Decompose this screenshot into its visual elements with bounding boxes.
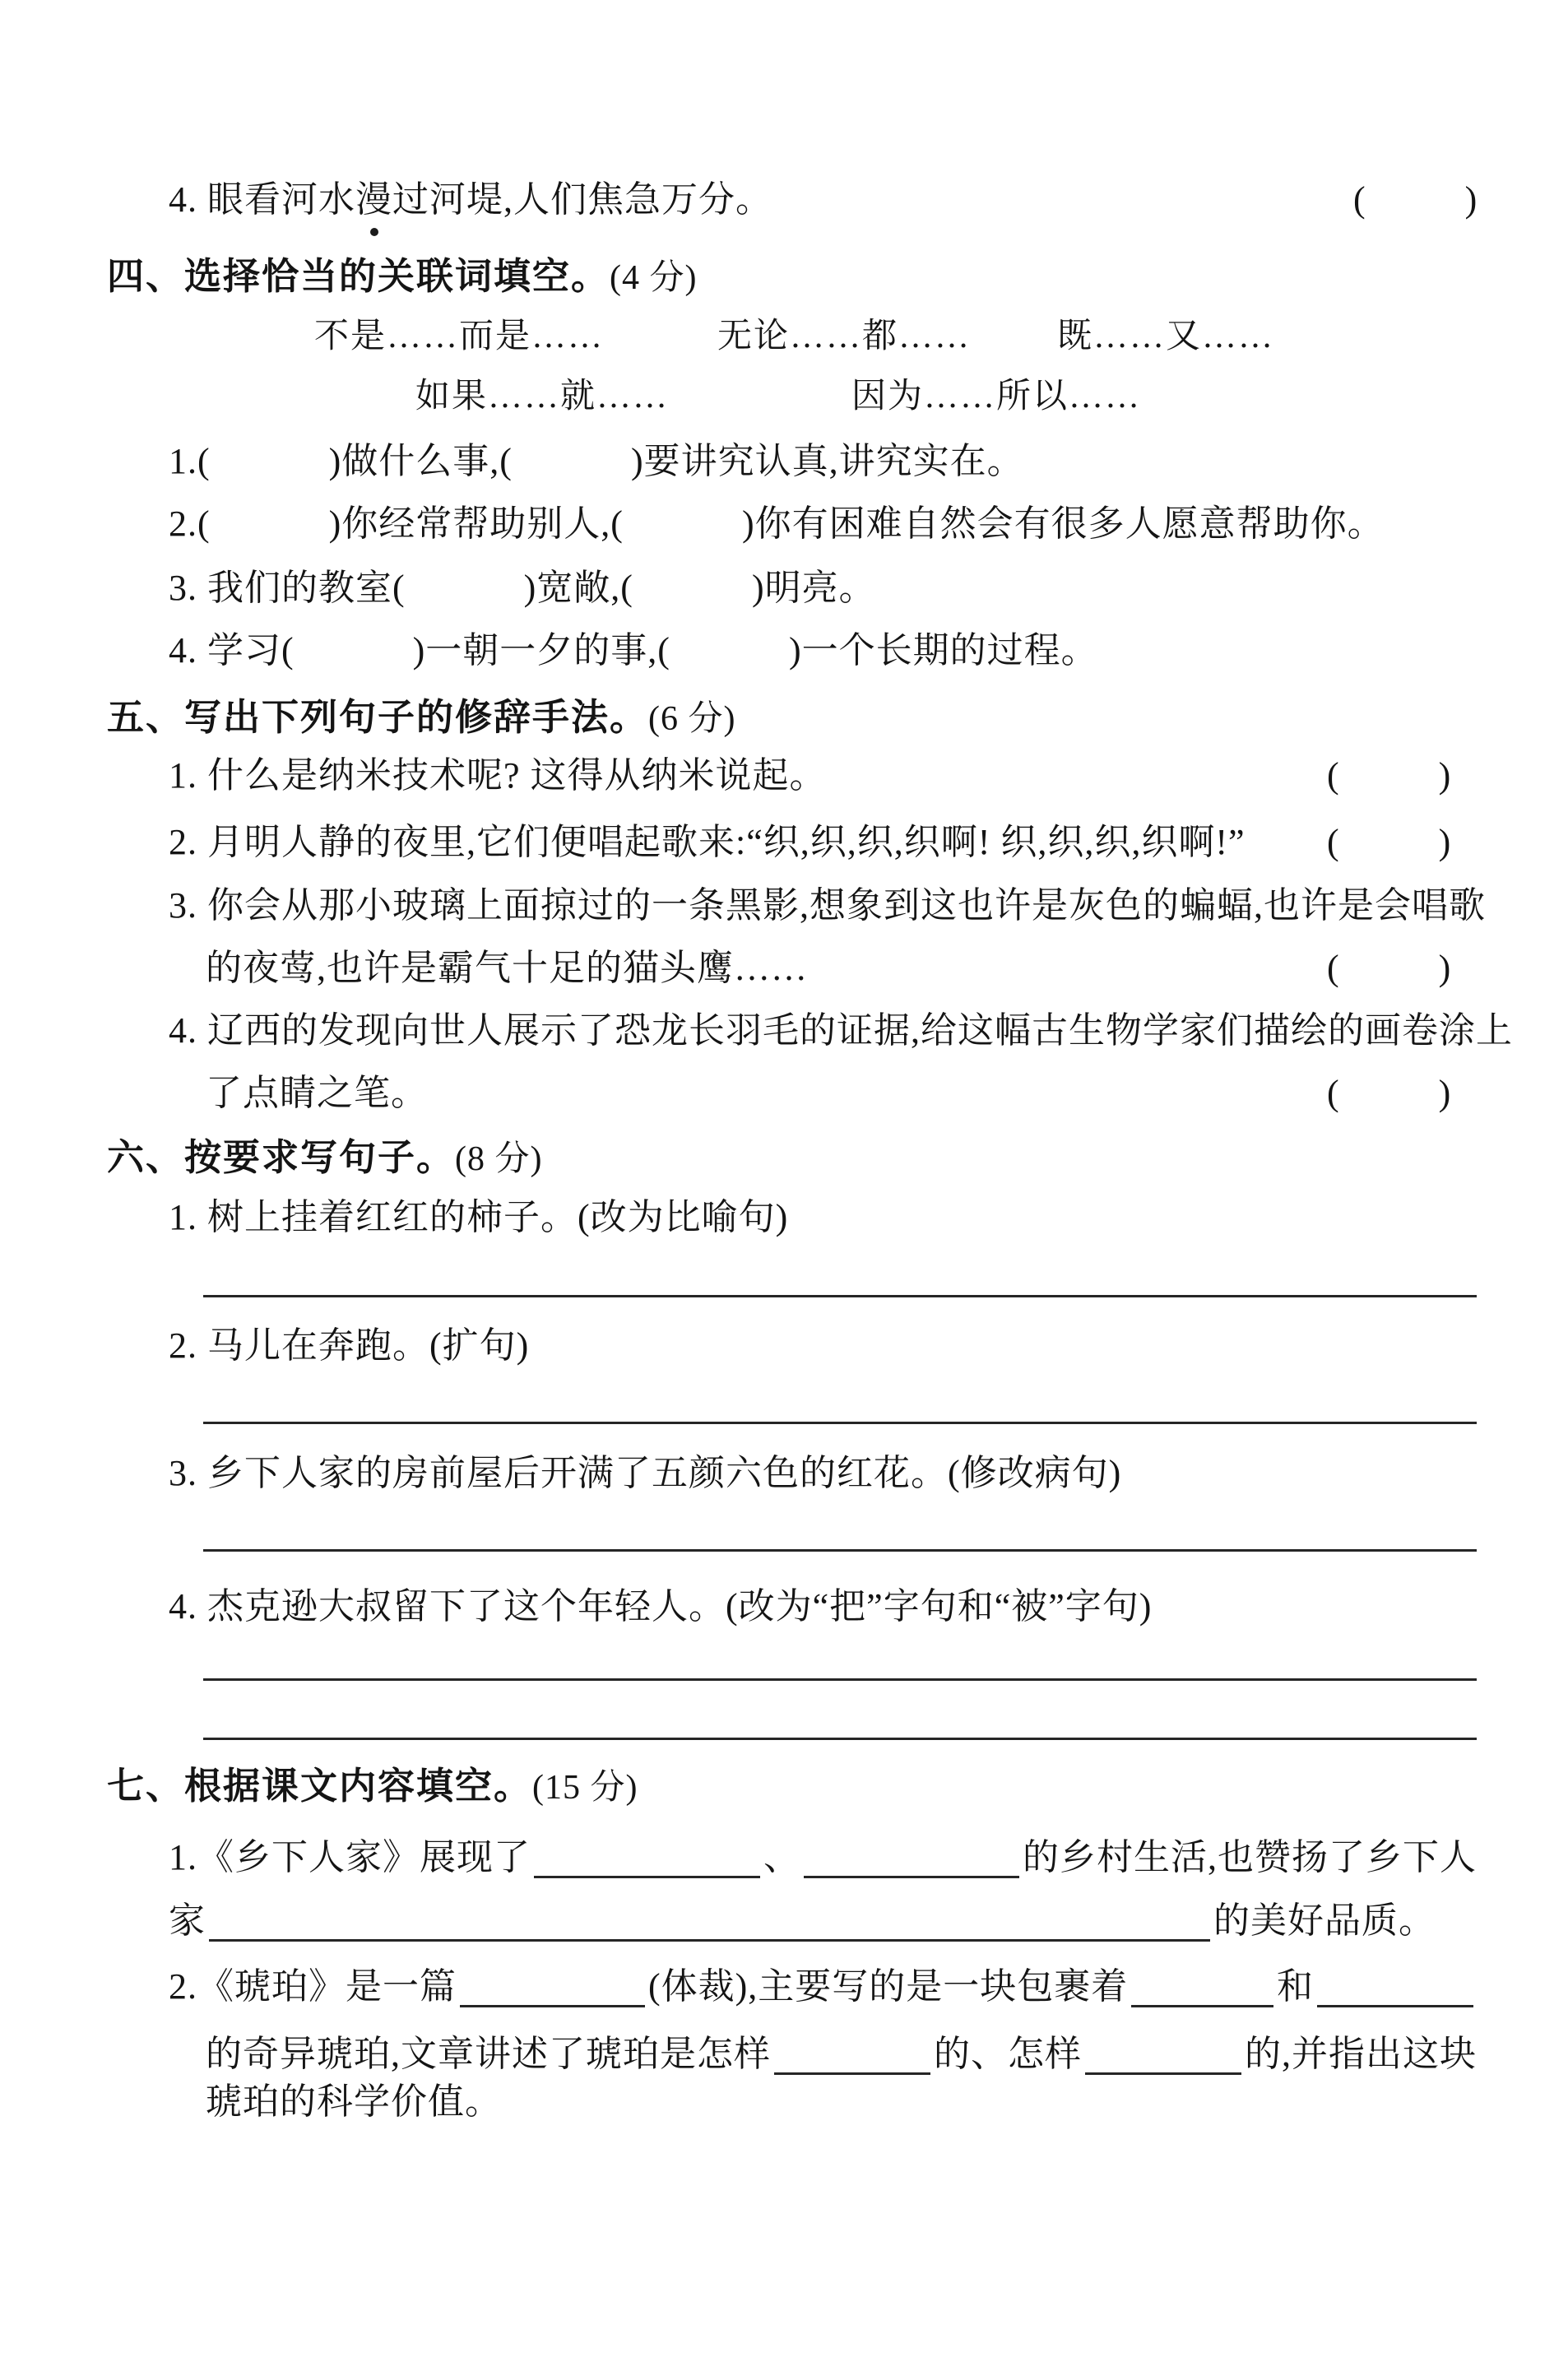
section-four-title	[107, 255, 698, 298]
connective-option: 无论……都……	[717, 318, 972, 355]
question-text: 过河堤,人们焦急万分。	[392, 179, 772, 220]
question-text: 的、怎样	[934, 2034, 1082, 2074]
section-title-text: 六、按要求写句子。	[107, 1136, 456, 1178]
answer-line	[203, 1295, 1477, 1297]
question-text: 、	[763, 1837, 801, 1877]
question-text: 的,并指出这块	[1245, 2034, 1477, 2074]
question-text: 的奇异琥珀,文章讲述了琥珀是怎样	[206, 2034, 771, 2074]
question-text: 1.《乡下人家》展现了	[169, 1837, 531, 1877]
question-line: 1.( )做什么事,( )要讲究认真,讲究实在。	[169, 441, 1024, 481]
question-line: 2. 马儿在奔跑。(扩句)	[169, 1325, 530, 1366]
grading-bracket: ( )	[1327, 1073, 1452, 1113]
fill-blank	[534, 1871, 760, 1878]
fill-blank	[1085, 2067, 1241, 2075]
question-line-continuation: 琥珀的科学价值。	[206, 2081, 502, 2122]
grading-bracket: ( )	[1327, 948, 1452, 988]
answer-line	[203, 1549, 1477, 1552]
section-title-text: 五、写出下列句子的修辞手法。	[107, 696, 649, 738]
section-score: (6 分)	[648, 700, 736, 738]
question-text: 的乡村生活,也赞扬了乡下人	[1023, 1837, 1477, 1877]
fill-blank	[1317, 2000, 1473, 2007]
question-line: 4. 辽西的发现向世人展示了恐龙长羽毛的证据,给这幅古生物学家们描绘的画卷涂上	[169, 1010, 1513, 1051]
connective-option: 不是……而是……	[314, 318, 605, 355]
grading-bracket: ( )	[1327, 822, 1452, 862]
section-score: (8 分)	[455, 1140, 543, 1178]
question-line: 3. 乡下人家的房前屋后开满了五颜六色的红花。(修改病句)	[169, 1453, 1122, 1493]
fill-blank	[460, 2000, 645, 2007]
fill-blank	[774, 2067, 930, 2075]
question-text: 家	[169, 1900, 206, 1941]
answer-line	[203, 1738, 1477, 1740]
question-line: 2. 月明人静的夜里,它们便唱起歌来:“织,织,织,织啊! 织,织,织,织啊!”	[169, 822, 1246, 862]
question-line: 1. 树上挂着红红的柿子。(改为比喻句)	[169, 1197, 789, 1237]
question-line-prev-4	[169, 179, 772, 221]
question-text: 2.《琥珀》是一篇	[169, 1966, 457, 2007]
connective-option: 如果……就……	[415, 378, 670, 415]
fill-in-line	[206, 2024, 1477, 2077]
emphasized-char: 漫	[355, 179, 392, 220]
grading-bracket: ( )	[1327, 755, 1452, 796]
question-text: 4. 眼看河水	[169, 179, 355, 220]
question-text: 和	[1277, 1966, 1315, 2007]
question-line: 2.( )你经常帮助别人,( )你有困难自然会有很多人愿意帮助你。	[169, 504, 1385, 544]
question-line-continuation: 了点睛之笔。	[206, 1073, 428, 1113]
fill-blank	[209, 1934, 1210, 1942]
connective-option: 既……又……	[1057, 318, 1275, 355]
section-five-title	[107, 696, 736, 739]
section-six-title	[107, 1136, 543, 1179]
fill-in-line	[169, 1827, 1477, 1880]
answer-line	[203, 1422, 1477, 1424]
section-seven-title	[107, 1765, 638, 1808]
connective-option: 因为……所以……	[851, 378, 1142, 415]
question-line: 3. 你会从那小玻璃上面掠过的一条黑影,想象到这也许是灰色的蝙蝠,也许是会唱歌	[169, 885, 1486, 926]
question-text: (体裁),主要写的是一块包裹着	[648, 1966, 1129, 2007]
question-line: 4. 杰克逊大叔留下了这个年轻人。(改为“把”字句和“被”字句)	[169, 1586, 1153, 1627]
section-title-text: 七、根据课文内容填空。	[107, 1765, 533, 1807]
fill-blank	[1131, 2000, 1273, 2007]
section-score: (4 分)	[610, 259, 698, 297]
fill-blank	[804, 1871, 1019, 1878]
question-line: 3. 我们的教室( )宽敞,( )明亮。	[169, 568, 876, 608]
section-title-text: 四、选择恰当的关联词填空。	[107, 255, 610, 297]
grading-bracket: ( )	[1353, 179, 1478, 220]
question-text: 的美好品质。	[1213, 1900, 1436, 1941]
fill-in-line	[169, 1891, 1436, 1943]
question-line: 4. 学习( )一朝一夕的事,( )一个长期的过程。	[169, 630, 1098, 671]
fill-in-line	[169, 1956, 1477, 2009]
section-score: (15 分)	[532, 1769, 638, 1807]
answer-line	[203, 1678, 1477, 1681]
question-line: 1. 什么是纳米技术呢? 这得从纳米说起。	[169, 755, 827, 796]
question-line-continuation: 的夜莺,也许是霸气十足的猫头鹰……	[206, 948, 808, 988]
